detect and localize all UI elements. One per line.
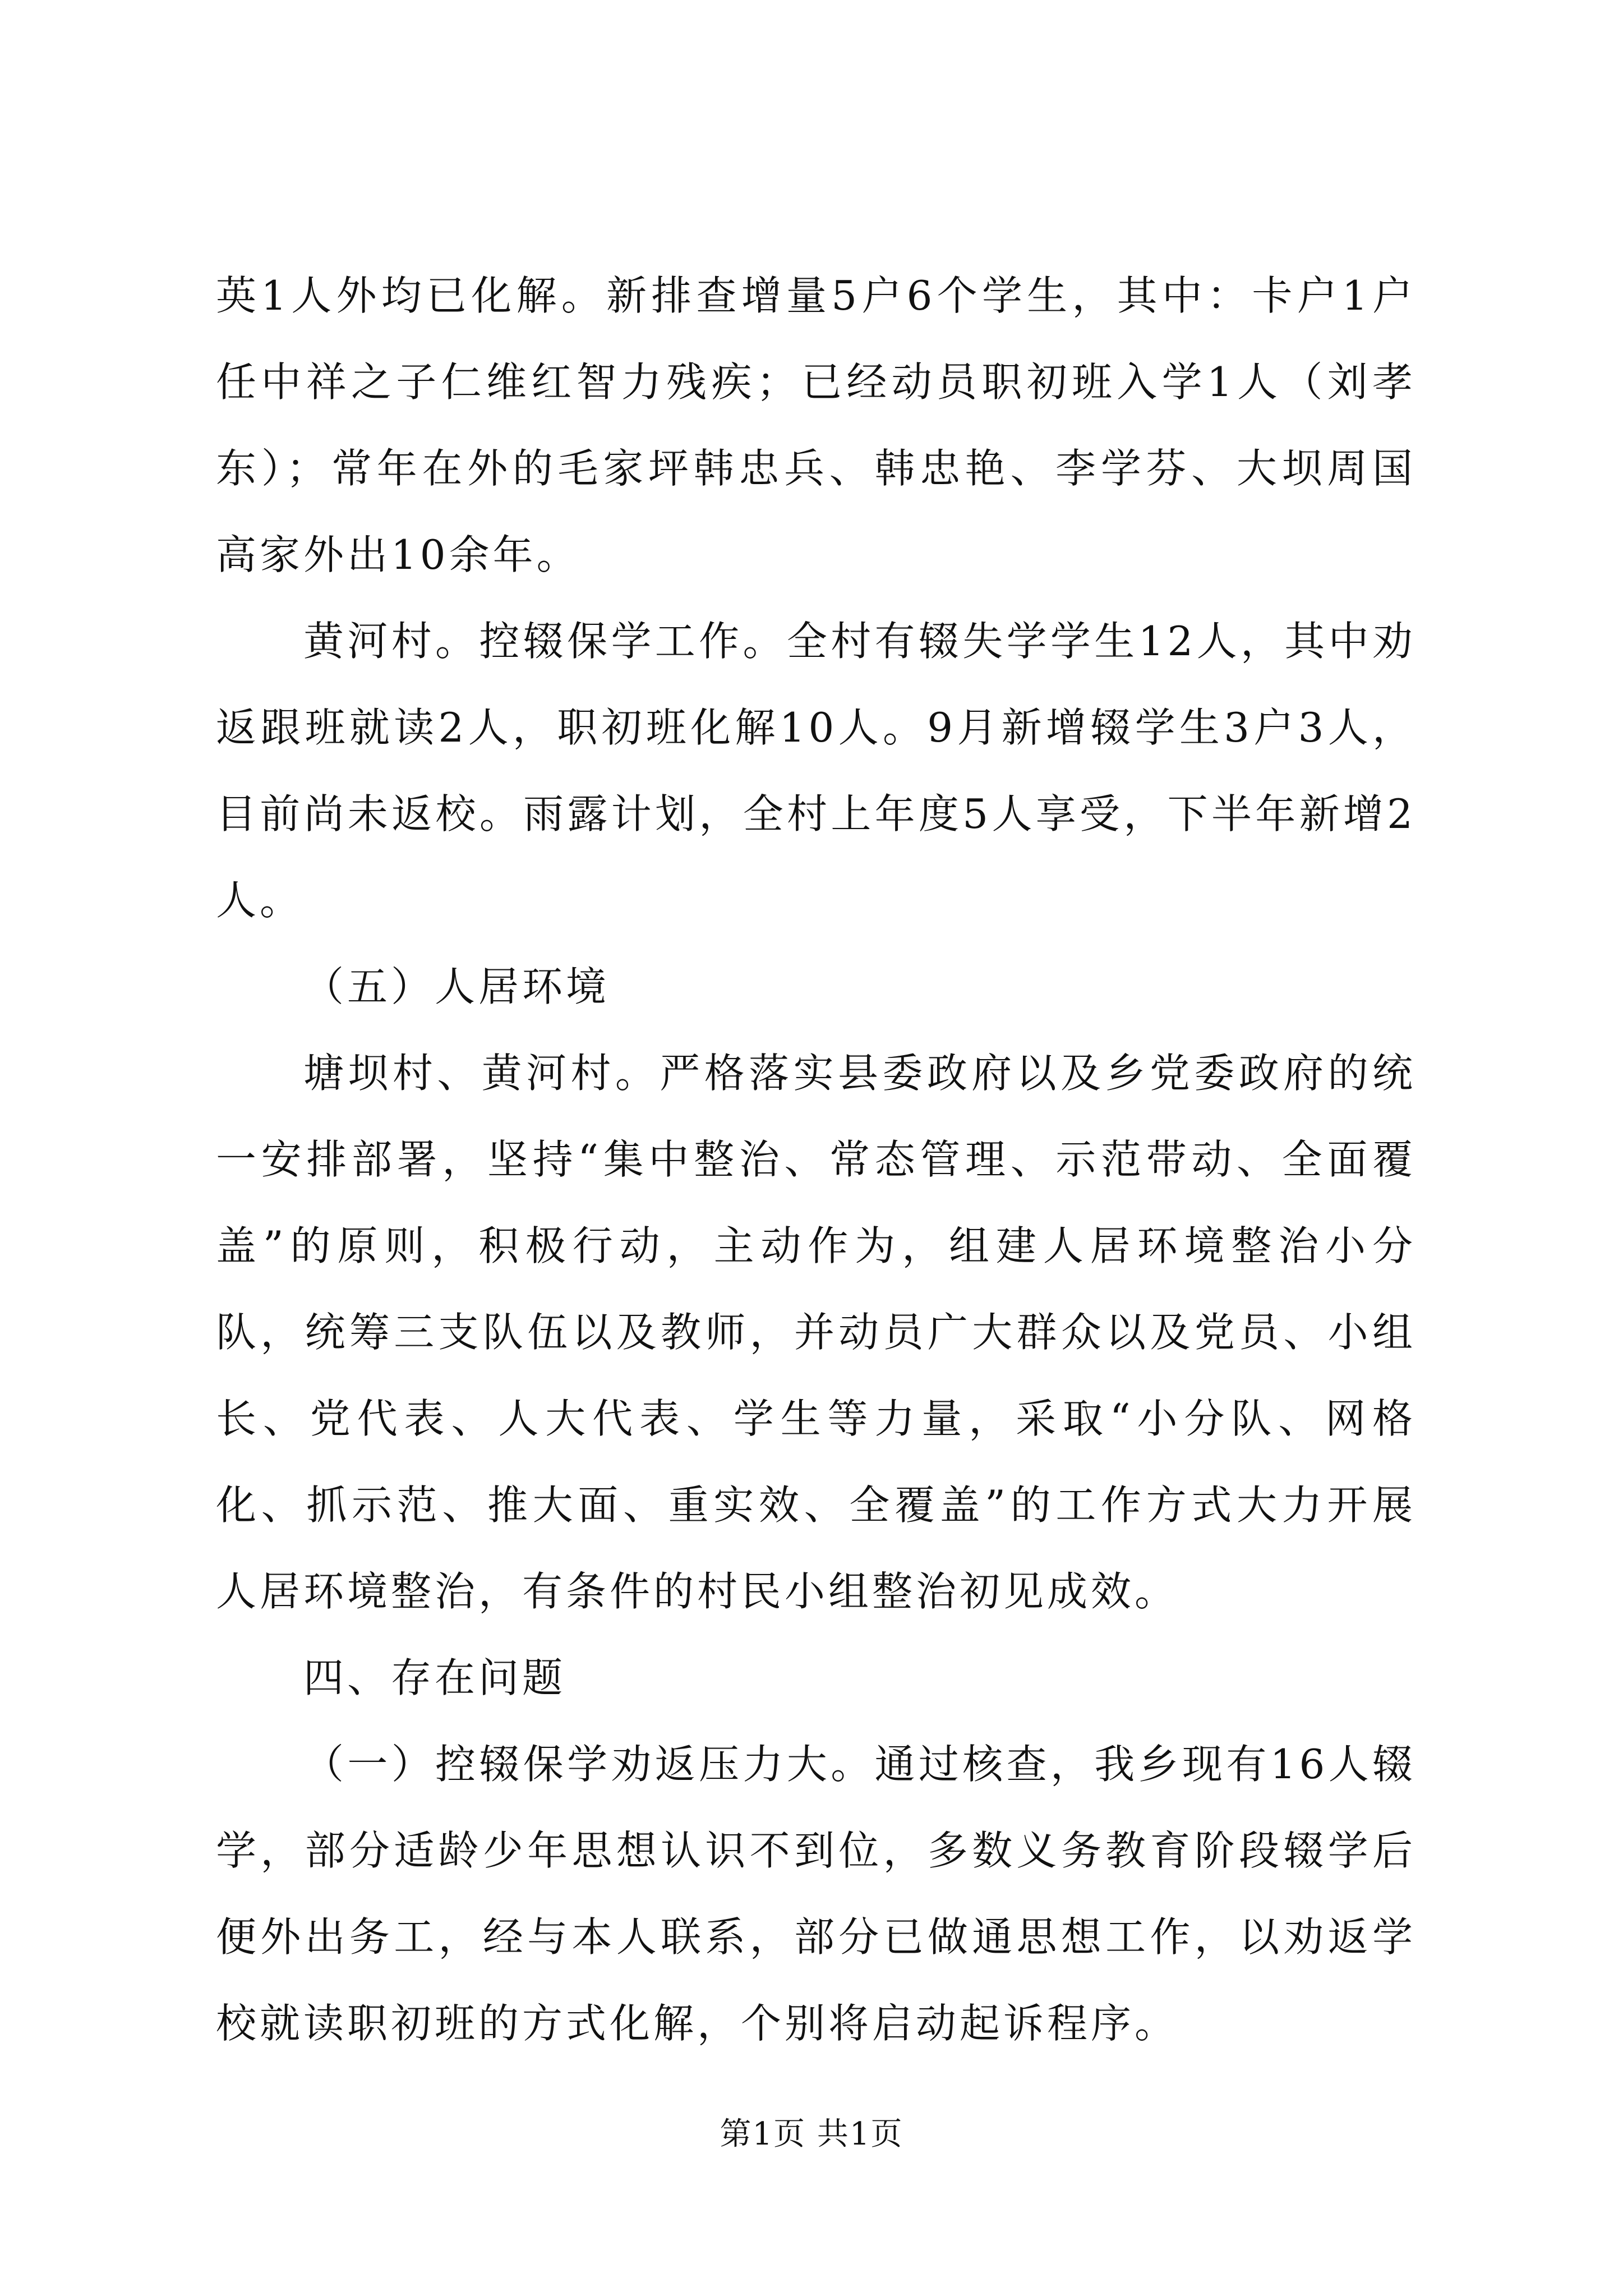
document-body bbox=[216, 252, 1416, 2067]
paragraph-continuation: 英1人外均已化解。新排查增量5户6个学生，其中：卡户1户任中祥之子仁维红智力残疾；已经动员职初班入学1人（刘孝东）；常年在外的毛家坪韩忠兵、韩忠艳、李学芬、大坝周国高家外出10余年。 bbox=[216, 272, 1416, 578]
paragraph-living-environment: 塘坝村、黄河村。严格落实县委政府以及乡党委政府的统一安排部署，坚持“集中整治、常态管理、示范带动、全面覆盖”的原则，积极行动，主动作为，组建人居环境整治小分队，统筹三支队伍以及教师，并动员广大群众以及党员、小组长、党代表、人大代表、学生等力量，采取“小分队、网格化、抓示范、推大面、重实效、全覆盖”的工作方式大力开展人居环境整治，有条件的村民小组整治初见成效。 bbox=[216, 1050, 1416, 1615]
section-heading-existing-problems: 四、存在问题 bbox=[303, 1654, 566, 1701]
paragraph-dropout-pressure: （一）控辍保学劝返压力大。通过核查，我乡现有16人辍学，部分适龄少年思想认识不到位，多数义务教育阶段辍学后便外出务工，经与本人联系，部分已做通思想工作，以劝返学校就读职初班的方式化解，个别将启动起诉程序。 bbox=[216, 1741, 1416, 2047]
paragraph-huanghe-village: 黄河村。控辍保学工作。全村有辍失学学生12人，其中劝返跟班就读2人，职初班化解10人。9月新增辍学生3户3人，目前尚未返校。雨露计划，全村上年度5人享受，下半年新增2人。 bbox=[216, 618, 1416, 924]
page-footer: 第1页 共1页 bbox=[720, 2116, 903, 2152]
section-heading-living-environment: （五）人居环境 bbox=[303, 963, 610, 1010]
